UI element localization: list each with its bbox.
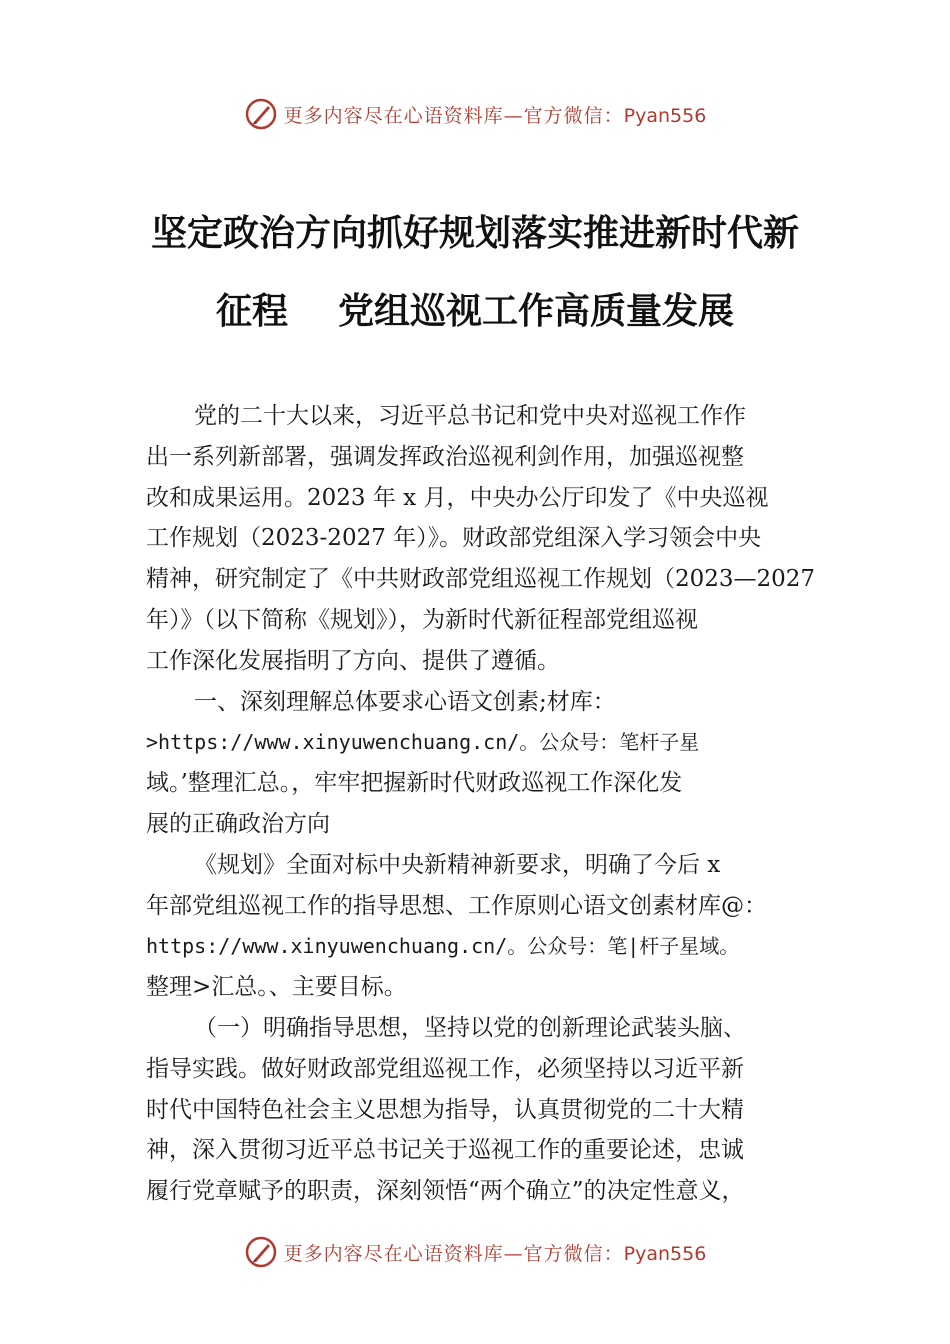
- banner-label: 更多内容尽在心语资料库—官方微信：: [283, 104, 624, 127]
- banner-account: Pyan556: [623, 104, 707, 127]
- subsection-heading-line: （一）明确指导思想，坚持以党的创新理论武装头脑、: [194, 1014, 746, 1041]
- banner-label: 更多内容尽在心语资料库—官方微信：: [283, 1242, 624, 1265]
- body-line: 《规划》全面对标中央新精神新要求，明确了今后 x: [194, 851, 721, 878]
- body-line: 时代中国特色社会主义思想为指导，认真贯彻党的二十大精: [146, 1096, 744, 1123]
- footer-banner: [0, 1232, 950, 1272]
- title-line-2-part-2: 党组巡视工作高质量发展: [338, 290, 735, 332]
- body-line: 年）》（以下简称《规划》），为新时代新征程部党组巡视: [146, 606, 698, 633]
- body-line: 履行党章赋予的职责，深刻领悟“两个确立”的决定性意义，: [146, 1178, 745, 1205]
- body-line: 精神，研究制定了《中共财政部党组巡视工作规划（2023—2027: [146, 566, 816, 593]
- document-body: [146, 396, 826, 1212]
- body-line-text: >https://www.xinyuwenchuang.cn/。公众号：笔杆子星: [146, 730, 700, 755]
- body-line: 域。’整理汇总。，牢牢把握新时代财政巡视工作深化发: [146, 770, 683, 797]
- title-line-2-part-1: 征程: [215, 290, 288, 332]
- body-line: 展的正确政治方向: [146, 810, 330, 837]
- body-line-text: https://www.xinyuwenchuang.cn/。公众号：笔|杆子星域。: [146, 934, 740, 959]
- body-line: 神，深入贯彻习近平总书记关于巡视工作的重要论述，忠诚: [146, 1137, 744, 1164]
- document-title-line-1: 坚定政治方向抓好规划落实推进新时代新: [150, 212, 799, 254]
- body-line: [146, 722, 826, 763]
- banner-text: [284, 101, 707, 128]
- body-line: [146, 926, 826, 967]
- banner-text: [284, 1239, 707, 1266]
- body-line: 工作深化发展指明了方向、提供了遵循。: [146, 647, 560, 674]
- section-heading-line: 一、深刻理解总体要求心语文创素;材库：: [194, 688, 616, 715]
- body-line: 工作规划（2023-2027 年）》。财政部党组深入学习领会中央: [146, 525, 762, 552]
- body-line: 出一系列新部署，强调发挥政治巡视利剑作用，加强巡视整: [146, 443, 744, 470]
- body-line: 改和成果运用。2023 年 x 月，中央办公厅印发了《中央巡视: [146, 484, 769, 511]
- banner-account: Pyan556: [623, 1242, 707, 1265]
- pen-logo-icon: [244, 1235, 278, 1269]
- document-title-line-2: [100, 283, 850, 334]
- body-line: 年部党组巡视工作的指导思想、工作原则心语文创素材库@：: [146, 892, 767, 919]
- body-line: 指导实践。做好财政部党组巡视工作，必须坚持以习近平新: [146, 1055, 744, 1082]
- pen-logo-icon: [244, 97, 278, 131]
- body-line: 党的二十大以来，习近平总书记和党中央对巡视工作作: [194, 403, 746, 429]
- body-line: 整理>汇总。、主要目标。: [146, 974, 407, 1001]
- header-banner: [0, 94, 950, 134]
